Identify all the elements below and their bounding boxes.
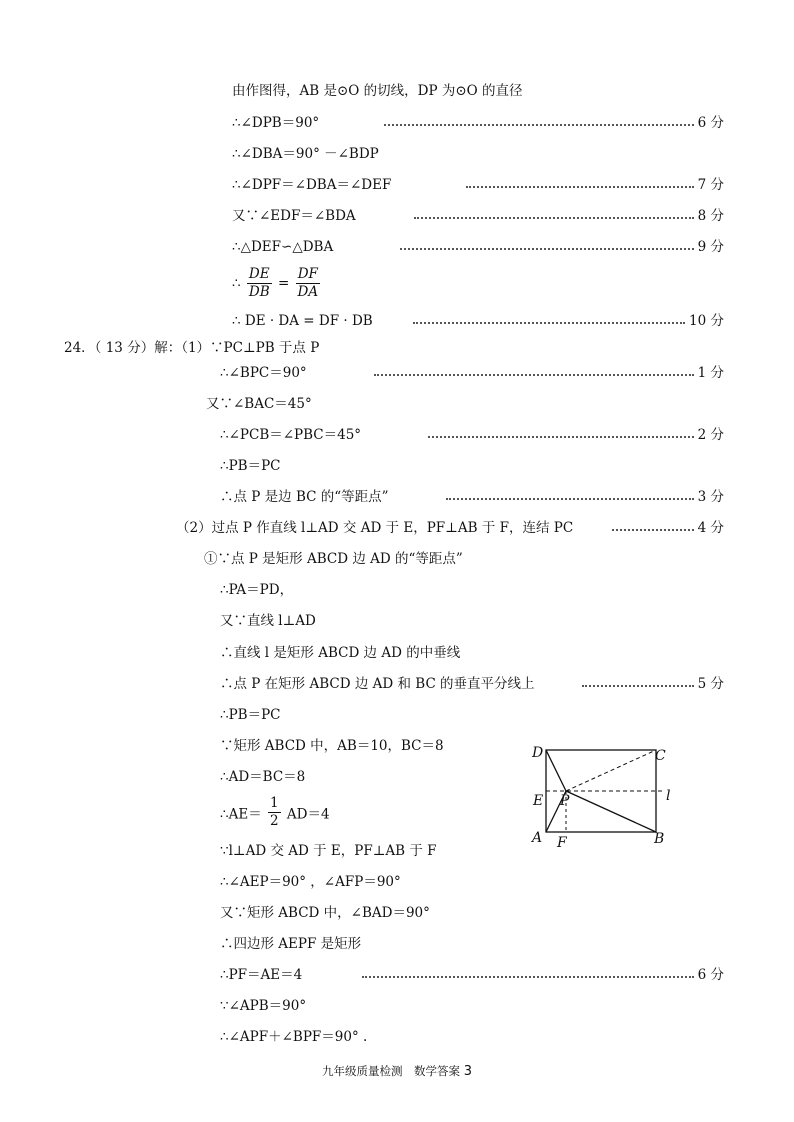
text-line-22: ∴AD＝BC＝8	[220, 769, 306, 785]
text-line-25: ∴∠AEP＝90° ，∠AFP＝90°	[220, 874, 401, 890]
text-line-4: ∴∠DPF＝∠DBA＝∠DEF	[232, 177, 392, 193]
text-line-5: 又∵∠EDF＝∠BDA	[232, 208, 356, 224]
ratio-prefix: ∴	[232, 275, 241, 292]
score-label: 1 分	[697, 365, 724, 381]
leader-dots	[362, 976, 694, 978]
score-1	[374, 364, 724, 382]
ae-prefix: ∴AE＝	[220, 806, 262, 823]
leader-dots	[612, 529, 694, 531]
text-line-1: 由作图得，AB 是⊙O 的切线，DP 为⊙O 的直径	[232, 83, 523, 99]
page-number: 3	[463, 1064, 472, 1079]
score-3	[446, 488, 724, 506]
text-line-29: ∵∠APB＝90°	[220, 998, 307, 1014]
score-4	[612, 519, 724, 537]
label-c: C	[655, 748, 666, 764]
label-p: P	[560, 793, 570, 809]
leader-dots	[374, 374, 694, 376]
rectangle-figure	[524, 740, 704, 860]
text-line-27: ∴四边形 AEPF 是矩形	[220, 936, 362, 952]
line-pb	[566, 791, 656, 832]
score-label: 10 分	[689, 313, 724, 329]
text-line-18: ∴直线 l 是矩形 ABCD 边 AD 的中垂线	[220, 645, 461, 661]
fraction-one-half	[268, 795, 281, 830]
score-label: 8 分	[697, 208, 724, 224]
text-line-30: ∴∠APF＋∠BPF＝90° .	[220, 1029, 368, 1045]
ae-suffix: AD＝4	[286, 806, 330, 823]
label-l: l	[666, 788, 671, 804]
fraction-numerator: DE	[248, 266, 270, 282]
fraction-denominator: DA	[297, 284, 319, 300]
fraction-numerator: 1	[270, 795, 279, 811]
score-label: 6 分	[697, 967, 724, 983]
text-line-26: 又∵矩形 ABCD 中，∠BAD＝90°	[220, 905, 430, 921]
text-line-12: ∴PB＝PC	[220, 458, 281, 474]
score-6-a	[384, 114, 724, 132]
text-line-9: ∴∠BPC＝90°	[220, 365, 307, 381]
label-b: B	[654, 831, 665, 847]
text-line-15: ①∵点 P 是矩形 ABCD 边 AD 的“等距点”	[204, 551, 463, 567]
text-line-11: ∴∠PCB＝∠PBC＝45°	[220, 427, 362, 443]
fraction-numerator: DF	[297, 266, 318, 282]
score-5	[582, 675, 724, 693]
score-7	[466, 176, 724, 194]
score-8	[414, 207, 724, 225]
line-dp	[546, 750, 566, 791]
leader-dots	[400, 248, 694, 250]
ratio-equation	[232, 266, 322, 301]
text-line-16: ∴PA＝PD，	[220, 582, 294, 598]
label-d: D	[532, 745, 544, 761]
leader-dots	[466, 186, 694, 188]
text-line-13: ∴点 P 是边 BC 的“等距点”	[220, 489, 389, 505]
text-line-6: ∴△DEF∽△DBA	[232, 239, 334, 255]
score-2	[428, 426, 724, 444]
score-6-b	[362, 966, 724, 984]
score-label: 3 分	[697, 489, 724, 505]
label-a: A	[532, 830, 543, 846]
text-line-10: 又∵∠BAC＝45°	[206, 396, 312, 412]
score-label: 6 分	[697, 115, 724, 131]
leader-dots	[384, 124, 694, 126]
label-e: E	[533, 793, 544, 809]
line-pc-dashed	[566, 750, 656, 791]
text-line-7: ∴ DE · DA = DF · DB	[232, 313, 373, 329]
score-label: 9 分	[697, 239, 724, 255]
ae-equation	[220, 795, 330, 830]
leader-dots	[413, 322, 685, 324]
fraction-de-db	[247, 266, 272, 301]
leader-dots	[446, 498, 694, 500]
question-24-heading: 24．（ 13 分）解：（1）∵PC⊥PB 于点 P	[64, 340, 320, 356]
text-line-2: ∴∠DPB＝90°	[232, 115, 320, 131]
score-label: 2 分	[697, 427, 724, 443]
text-line-21: ∵矩形 ABCD 中，AB＝10，BC＝8	[220, 738, 444, 754]
text-line-24: ∵l⊥AD 交 AD 于 E，PF⊥AB 于 F	[220, 843, 437, 859]
fraction-denominator: 2	[270, 813, 279, 829]
text-line-20: ∴PB＝PC	[220, 707, 281, 723]
text-line-17: 又∵直线 l⊥AD	[220, 613, 316, 629]
text-line-19: ∴点 P 在矩形 ABCD 边 AD 和 BC 的垂直平分线上	[220, 676, 535, 692]
leader-dots	[582, 685, 694, 687]
fraction-df-da	[296, 266, 321, 301]
score-label: 4 分	[697, 520, 724, 536]
text-line-3: ∴∠DBA＝90° －∠BDP	[232, 146, 379, 162]
leader-dots	[414, 217, 694, 219]
score-10	[413, 312, 724, 330]
footer-text: 九年级质量检测 数学答案	[322, 1064, 461, 1078]
text-line-14: （2）过点 P 作直线 l⊥AD 交 AD 于 E，PF⊥AB 于 F，连结 PC	[176, 520, 574, 536]
score-9	[400, 238, 724, 256]
score-label: 7 分	[697, 177, 724, 193]
page-footer	[0, 1063, 794, 1079]
label-f: F	[557, 835, 567, 851]
ratio-equals: =	[277, 275, 290, 292]
fraction-denominator: DB	[248, 284, 270, 300]
text-line-28: ∴PF＝AE＝4	[220, 967, 303, 983]
leader-dots	[428, 436, 694, 438]
score-label: 5 分	[697, 676, 724, 692]
